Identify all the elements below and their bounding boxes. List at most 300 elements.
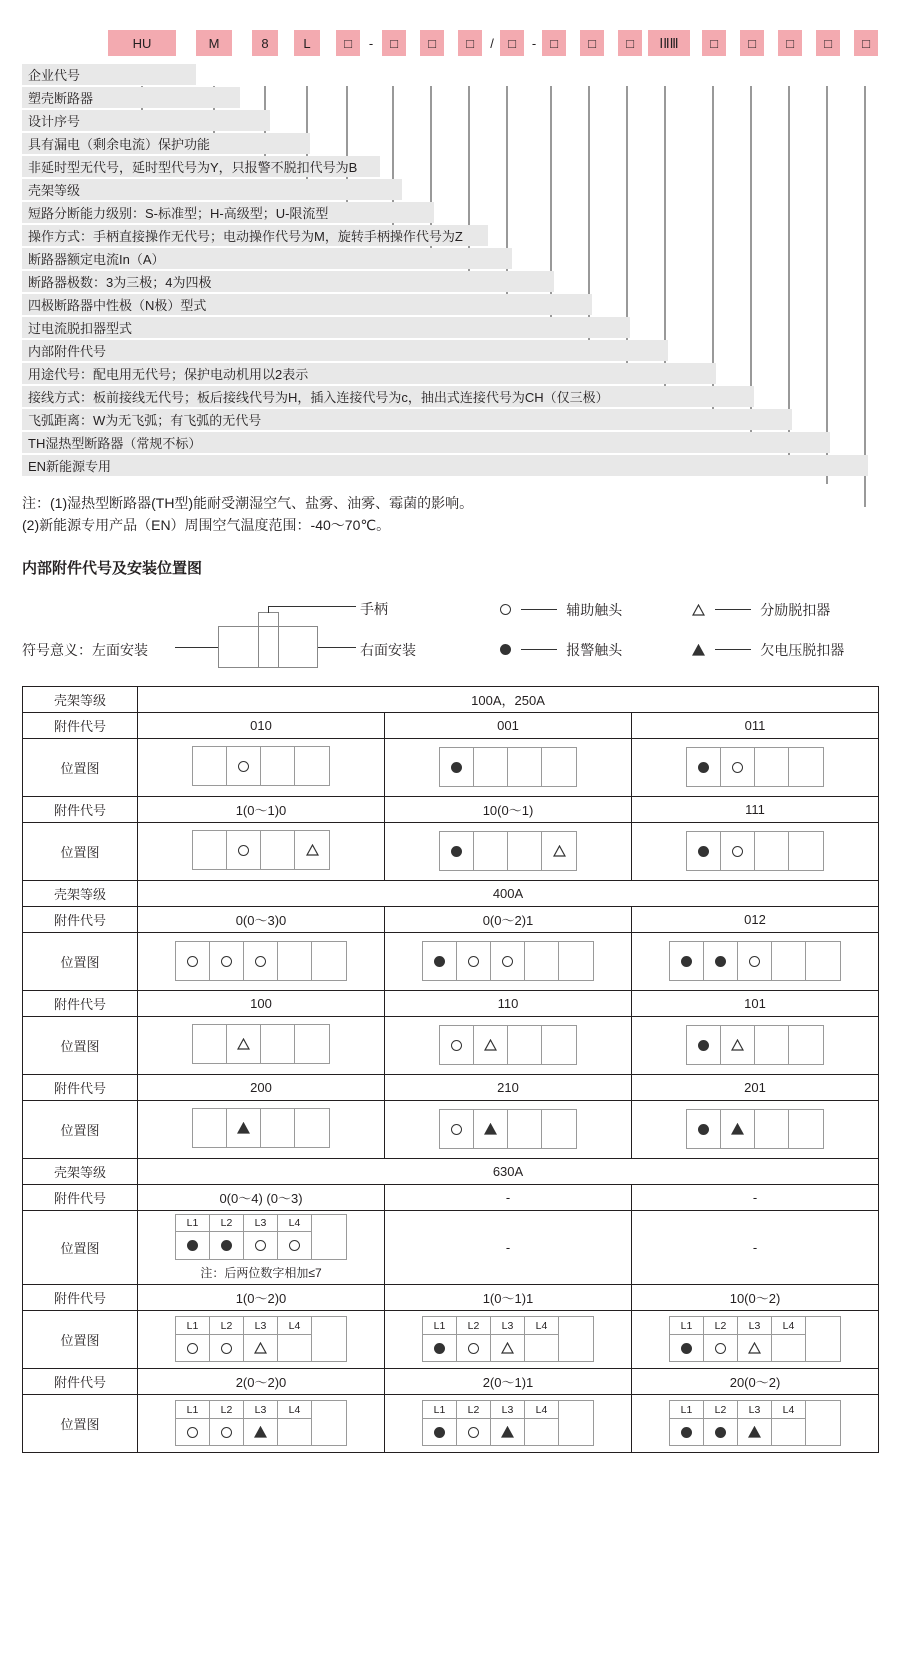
circle-outline-icon [732, 846, 743, 857]
triangle-filled-icon [501, 1426, 514, 1438]
table-row [23, 1310, 879, 1368]
diagram-cell [670, 1419, 704, 1445]
desc-item-9: 断路器极数：3为三极；4为四极 [22, 271, 554, 292]
legend-label-shunt-release: 分励脱扣器 [760, 601, 831, 618]
diagram-cell [423, 1419, 457, 1445]
diagram-cell [278, 1232, 312, 1258]
diagram-cell [670, 942, 704, 980]
circle-filled-icon [698, 1040, 709, 1051]
position-diagram [192, 746, 330, 786]
diagram-cell [210, 1419, 244, 1445]
row-label-position-5: 位置图 [23, 1100, 138, 1158]
phase-label: L2 [457, 1401, 491, 1419]
phase-label: L1 [670, 1317, 704, 1335]
phase-label: L2 [210, 1317, 244, 1335]
phase-label: L4 [278, 1317, 312, 1335]
diagram-cell [227, 831, 261, 869]
diagram-cell [295, 831, 329, 869]
legend-label-aux-contact: 辅助触头 [566, 601, 623, 618]
diagram-cell [244, 1335, 278, 1361]
circle-filled-icon [698, 762, 709, 773]
diagram-cell [440, 832, 474, 870]
circle-outline-icon [221, 1427, 232, 1438]
handle-label: 手柄 [360, 600, 388, 617]
code-box-6: □ [382, 30, 406, 56]
diagram-cell [755, 1026, 789, 1064]
row-label-frame-3: 壳架等级 [23, 1158, 138, 1184]
position-diagram-cell: - [385, 1210, 632, 1284]
position-diagram-cell [138, 1310, 385, 1368]
circle-outline-icon [187, 1427, 198, 1438]
table-row [23, 1074, 879, 1100]
sub-note: 注：后两位数字相加≤7 [200, 1265, 322, 1280]
desc-item-11: 过电流脱扣器型式 [22, 317, 630, 338]
code-value: 200 [138, 1074, 385, 1100]
phase-label: L3 [491, 1317, 525, 1335]
position-diagram [422, 1316, 594, 1362]
circle-filled-icon [681, 956, 692, 967]
diagram-cell [457, 1335, 491, 1361]
row-label-position-7: 位置图 [23, 1310, 138, 1368]
code-box-m: M [196, 30, 232, 56]
breaker-handle-stub [258, 612, 279, 626]
legend-diagram [0, 588, 900, 678]
code-value: 10(0～1) [385, 796, 632, 822]
diagram-cell [721, 1026, 755, 1064]
position-diagram [175, 1400, 347, 1446]
code-value: 001 [385, 712, 632, 738]
diagram-cell [261, 1025, 295, 1063]
table-row [23, 1016, 879, 1074]
diagram-cell [227, 747, 261, 785]
table-row [23, 1158, 879, 1184]
triangle-filled-icon [748, 1426, 761, 1438]
diagram-cell [312, 942, 346, 980]
position-diagram-cell [138, 738, 385, 796]
circle-outline-icon [749, 956, 760, 967]
position-diagram [439, 1109, 577, 1149]
code-value: 111 [632, 796, 879, 822]
position-diagram-cell [138, 822, 385, 880]
phase-label-row [670, 1317, 840, 1335]
position-diagram [686, 747, 824, 787]
circle-outline-icon [221, 1343, 232, 1354]
desc-item-6: 短路分断能力级别：S-标准型；H-高级型；U-限流型 [22, 202, 434, 223]
position-diagram-cell [632, 1016, 879, 1074]
row-label-position-6: 位置图 [23, 1210, 138, 1284]
circle-filled-icon [221, 1240, 232, 1251]
table-row [23, 1394, 879, 1452]
diagram-cell [491, 1419, 525, 1445]
position-diagram [192, 1024, 330, 1064]
circle-outline-icon [255, 956, 266, 967]
triangle-filled-icon [254, 1426, 267, 1438]
table-row [23, 1284, 879, 1310]
triangle-filled-icon [731, 1123, 744, 1135]
code-box-14: □ [740, 30, 764, 56]
code-value: 10(0～2) [632, 1284, 879, 1310]
diagram-cell [474, 748, 508, 786]
phase-label: L1 [176, 1215, 210, 1233]
circle-filled-icon [715, 956, 726, 967]
triangle-outline-icon [254, 1342, 267, 1354]
position-diagram-cell [632, 1310, 879, 1368]
separator-slash: / [490, 35, 494, 51]
separator-dash-1: - [368, 35, 374, 51]
diagram-cell [457, 1419, 491, 1445]
diagram-cell [261, 747, 295, 785]
circle-outline-icon [715, 1343, 726, 1354]
phase-label: L3 [244, 1317, 278, 1335]
circle-outline-icon [451, 1124, 462, 1135]
phase-label-row [670, 1401, 840, 1419]
table-row [23, 738, 879, 796]
row-label-position-8: 位置图 [23, 1394, 138, 1452]
phase-label [559, 1317, 593, 1335]
diagram-cell [440, 1026, 474, 1064]
position-diagram [439, 1025, 577, 1065]
diagram-cell [474, 1026, 508, 1064]
triangle-outline-icon [748, 1342, 761, 1354]
triangle-filled-icon [484, 1123, 497, 1135]
triangle-outline-icon [501, 1342, 514, 1354]
symbol-row [423, 1419, 593, 1445]
position-diagram [192, 1108, 330, 1148]
breaker-divider-2 [278, 626, 279, 668]
phase-label: L1 [176, 1317, 210, 1335]
table-row [23, 990, 879, 1016]
diagram-cell [508, 1110, 542, 1148]
phase-label: L2 [457, 1317, 491, 1335]
row-label-frame-1: 壳架等级 [23, 686, 138, 712]
section-title: 内部附件代号及安装位置图 [22, 559, 203, 577]
diagram-cell [738, 1419, 772, 1445]
diagram-cell [525, 942, 559, 980]
diagram-cell [491, 1335, 525, 1361]
code-box-hu: HU [108, 30, 176, 56]
row-label-position-4: 位置图 [23, 1016, 138, 1074]
diagram-cell [789, 832, 823, 870]
legend-label-undervoltage-release: 欠电压脱扣器 [760, 641, 845, 658]
position-diagram [422, 1400, 594, 1446]
diagram-cell [738, 1335, 772, 1361]
row-label-position-3: 位置图 [23, 932, 138, 990]
symbol-row [176, 1335, 346, 1361]
diagram-cell [193, 747, 227, 785]
separator-dash-2: - [531, 35, 537, 51]
diagram-cell [772, 1335, 806, 1361]
accessory-position-table [22, 686, 879, 1453]
phase-label: L4 [278, 1401, 312, 1419]
diagram-cell [176, 1419, 210, 1445]
circle-outline-icon [289, 1240, 300, 1251]
row-label-frame-2: 壳架等级 [23, 880, 138, 906]
triangle-outline-icon [731, 1039, 744, 1051]
position-diagram-cell [385, 1394, 632, 1452]
circle-filled-icon [434, 1343, 445, 1354]
table-row [23, 1184, 879, 1210]
desc-item-12: 内部附件代号 [22, 340, 668, 361]
diagram-cell [176, 1232, 210, 1258]
circle-outline-icon [451, 1040, 462, 1051]
diagram-cell [312, 1419, 346, 1445]
row-label-code-1: 附件代号 [23, 712, 138, 738]
diagram-cell [440, 1110, 474, 1148]
diagram-cell [772, 942, 806, 980]
circle-filled-icon [434, 1427, 445, 1438]
position-diagram-cell [632, 738, 879, 796]
phase-label [312, 1401, 346, 1419]
phase-label: L1 [670, 1401, 704, 1419]
position-diagram [669, 1400, 841, 1446]
row-label-code-4: 附件代号 [23, 990, 138, 1016]
symbol-row [423, 1335, 593, 1361]
position-diagram-cell [632, 822, 879, 880]
code-value: 0(0～4) (0～3) [138, 1184, 385, 1210]
row-label-code-8: 附件代号 [23, 1368, 138, 1394]
diagram-cell [440, 748, 474, 786]
triangle-filled-icon [237, 1122, 250, 1134]
diagram-cell [687, 748, 721, 786]
circle-filled-icon [451, 762, 462, 773]
table-row [23, 796, 879, 822]
circle-outline-icon [255, 1240, 266, 1251]
phase-label: L4 [278, 1215, 312, 1233]
code-box-12: □ [618, 30, 642, 56]
circle-outline-icon [187, 1343, 198, 1354]
desc-item-5: 壳架等级 [22, 179, 402, 200]
triangle-outline-icon [484, 1039, 497, 1051]
diagram-cell [525, 1419, 559, 1445]
phase-label: L1 [423, 1317, 457, 1335]
phase-label: L1 [423, 1401, 457, 1419]
phase-label: L4 [525, 1401, 559, 1419]
diagram-cell [789, 1110, 823, 1148]
circle-filled-icon [434, 956, 445, 967]
diagram-cell [559, 1335, 593, 1361]
phase-label: L1 [176, 1401, 210, 1419]
circle-filled-icon [681, 1343, 692, 1354]
diagram-cell [193, 1025, 227, 1063]
code-value: 110 [385, 990, 632, 1016]
datasheet-page [0, 30, 900, 1453]
desc-item-2: 设计序号 [22, 110, 270, 131]
position-diagram-cell [632, 1100, 879, 1158]
phase-label-row [423, 1317, 593, 1335]
code-box-17: □ [854, 30, 878, 56]
row-label-code-7: 附件代号 [23, 1284, 138, 1310]
diagram-cell [261, 831, 295, 869]
desc-item-8: 断路器额定电流In（A） [22, 248, 512, 269]
desc-item-0: 企业代号 [22, 64, 196, 85]
diagram-cell [542, 1026, 576, 1064]
circle-outline-icon [732, 762, 743, 773]
frame-value-1: 100A，250A [138, 686, 879, 712]
table-row [23, 1210, 879, 1284]
diagram-cell [278, 1335, 312, 1361]
phase-label: L4 [772, 1317, 806, 1335]
legend-dash-2 [715, 609, 751, 610]
code-value: 0(0～2)1 [385, 906, 632, 932]
triangle-outline-icon [692, 604, 705, 616]
legend-item-shunt-release [692, 600, 830, 620]
diagram-cell [210, 1335, 244, 1361]
circle-outline-icon [468, 1427, 479, 1438]
diagram-cell [721, 748, 755, 786]
desc-item-3: 具有漏电（剩余电流）保护功能 [22, 133, 310, 154]
position-diagram [175, 1316, 347, 1362]
notes-block [22, 492, 900, 537]
code-box-15: □ [778, 30, 802, 56]
diagram-cell [227, 1109, 261, 1147]
code-value: 2(0～2)0 [138, 1368, 385, 1394]
left-mount-leader [175, 647, 218, 648]
diagram-cell [474, 832, 508, 870]
diagram-cell [193, 831, 227, 869]
code-value: 101 [632, 990, 879, 1016]
legend-item-aux-contact [500, 600, 622, 620]
table-row [23, 1368, 879, 1394]
triangle-outline-icon [306, 844, 319, 856]
diagram-cell [210, 1232, 244, 1258]
phase-label [312, 1317, 346, 1335]
code-value: 1(0～1)1 [385, 1284, 632, 1310]
diagram-cell [687, 1110, 721, 1148]
row-label-code-2: 附件代号 [23, 796, 138, 822]
circle-filled-icon [698, 846, 709, 857]
diagram-cell [312, 1335, 346, 1361]
circle-filled-icon [698, 1124, 709, 1135]
row-label-position-2: 位置图 [23, 822, 138, 880]
diagram-cell [806, 942, 840, 980]
diagram-cell [227, 1025, 261, 1063]
circle-filled-icon [715, 1427, 726, 1438]
diagram-cell [789, 1026, 823, 1064]
position-diagram-cell [385, 1100, 632, 1158]
position-diagram-cell [385, 932, 632, 990]
diagram-cell [423, 942, 457, 980]
phase-label: L2 [210, 1401, 244, 1419]
phase-label [806, 1317, 840, 1335]
code-box-16: □ [816, 30, 840, 56]
phase-label: L3 [738, 1401, 772, 1419]
code-box-8: 8 [252, 30, 278, 56]
table-row [23, 1100, 879, 1158]
circle-outline-icon [238, 845, 249, 856]
legend-label-alarm-contact: 报警触头 [566, 641, 623, 658]
circle-filled-icon [451, 846, 462, 857]
position-diagram [669, 941, 841, 981]
phase-label: L2 [210, 1215, 244, 1233]
position-diagram [175, 1214, 347, 1260]
triangle-outline-icon [237, 1038, 250, 1050]
desc-item-1: 塑壳断路器 [22, 87, 240, 108]
diagram-cell [508, 748, 542, 786]
diagram-cell [806, 1335, 840, 1361]
desc-item-7: 操作方式：手柄直接操作无代号；电动操作代号为M，旋转手柄操作代号为Z [22, 225, 488, 246]
note-line-2: (2)新能源专用产品（EN）周围空气温度范围：-40～70℃。 [22, 517, 391, 534]
diagram-cell [559, 942, 593, 980]
row-label-code-3: 附件代号 [23, 906, 138, 932]
phase-label [559, 1401, 593, 1419]
breaker-body-box [218, 626, 318, 668]
code-box-13: □ [702, 30, 726, 56]
phase-label: L3 [244, 1401, 278, 1419]
row-label-code-6: 附件代号 [23, 1184, 138, 1210]
position-diagram-cell [385, 1310, 632, 1368]
diagram-cell [789, 748, 823, 786]
legend-dash-3 [521, 649, 557, 650]
diagram-cell [525, 1335, 559, 1361]
circle-outline-icon [221, 956, 232, 967]
phase-label: L3 [244, 1215, 278, 1233]
position-diagram-cell [385, 822, 632, 880]
desc-item-17: EN新能源专用 [22, 455, 868, 476]
position-diagram [686, 831, 824, 871]
right-mount-leader [318, 647, 356, 648]
breaker-divider-1 [258, 626, 259, 668]
triangle-outline-icon [553, 845, 566, 857]
table-row [23, 712, 879, 738]
diagram-cell [278, 942, 312, 980]
table-row [23, 932, 879, 990]
frame-value-2: 400A [138, 880, 879, 906]
row-label-code-5: 附件代号 [23, 1074, 138, 1100]
code-box-l: L [294, 30, 320, 56]
model-code-row [0, 30, 900, 64]
diagram-cell [704, 1335, 738, 1361]
circle-filled-icon [500, 644, 511, 655]
diagram-cell [312, 1232, 346, 1258]
position-diagram-cell [632, 932, 879, 990]
diagram-cell [491, 942, 525, 980]
diagram-cell [423, 1335, 457, 1361]
note-line-1: 注：(1)湿热型断路器(TH型)能耐受潮湿空气、盐雾、油雾、霉菌的影响。 [22, 495, 474, 511]
diagram-cell [721, 1110, 755, 1148]
position-diagram-cell [138, 1100, 385, 1158]
table-row [23, 822, 879, 880]
diagram-cell [542, 1110, 576, 1148]
handle-leader-vertical [268, 606, 269, 613]
legend-item-alarm-contact [500, 640, 622, 660]
diagram-cell [193, 1109, 227, 1147]
handle-leader-horizontal [268, 606, 356, 607]
diagram-cell [559, 1419, 593, 1445]
diagram-cell [278, 1419, 312, 1445]
diagram-cell [704, 1419, 738, 1445]
diagram-cell [704, 942, 738, 980]
position-diagram [686, 1025, 824, 1065]
code-box-8b: □ [458, 30, 482, 56]
code-value: 210 [385, 1074, 632, 1100]
code-value: 012 [632, 906, 879, 932]
symbol-row [176, 1419, 346, 1445]
circle-filled-icon [187, 1240, 198, 1251]
legend-item-undervoltage-release [692, 640, 844, 660]
desc-item-4: 非延时型无代号，延时型代号为Y，只报警不脱扣代号为B [22, 156, 380, 177]
diagram-cell [295, 1109, 329, 1147]
diagram-cell [244, 942, 278, 980]
code-value: - [632, 1184, 879, 1210]
circle-outline-icon [468, 1343, 479, 1354]
diagram-cell [806, 1419, 840, 1445]
code-value: 20(0～2) [632, 1368, 879, 1394]
diagram-cell [755, 748, 789, 786]
position-diagram [192, 830, 330, 870]
position-diagram-cell [385, 1016, 632, 1074]
code-value: 201 [632, 1074, 879, 1100]
position-diagram-cell: - [632, 1210, 879, 1284]
